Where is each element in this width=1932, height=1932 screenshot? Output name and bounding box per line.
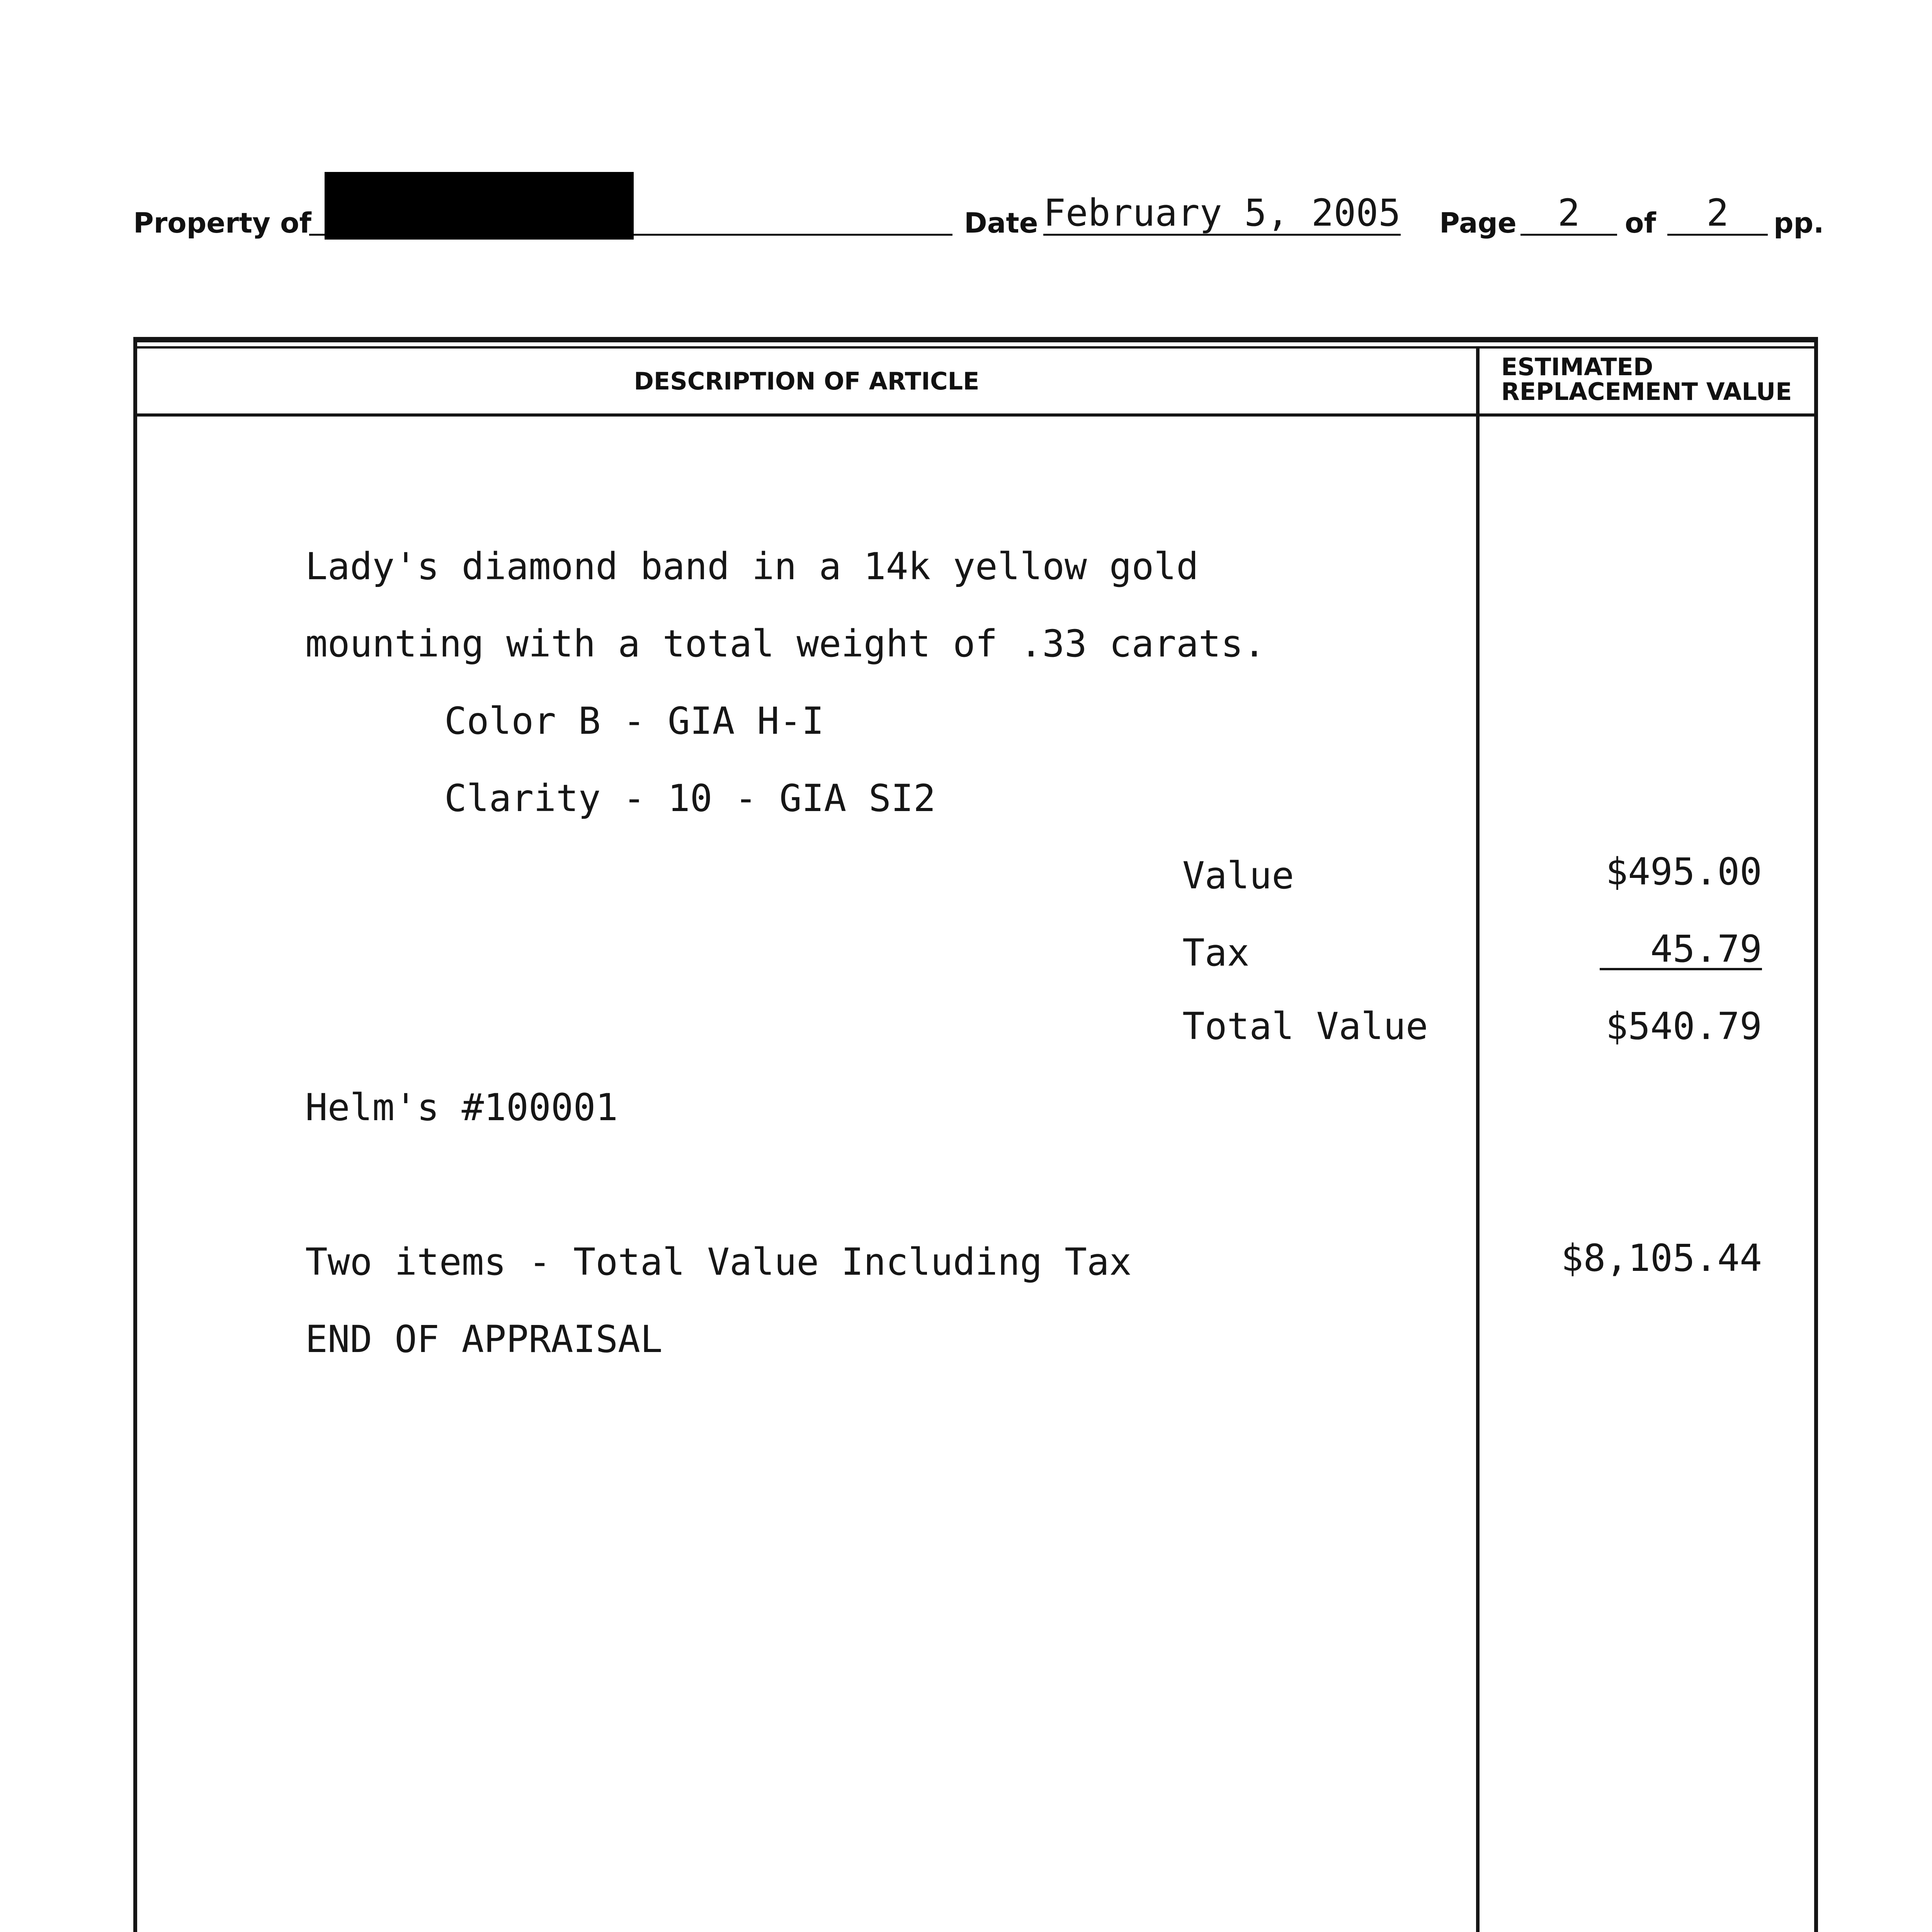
summary-label: Two items - Total Value Including Tax [305, 1240, 1132, 1284]
value-header [1501, 355, 1792, 404]
description-header: DESCRIPTION OF ARTICLE [634, 367, 980, 395]
page-number: 2 [1558, 191, 1580, 235]
table-header-separator [133, 413, 1818, 417]
item-color: Color B - GIA H-I [444, 699, 824, 743]
value-amount: $495.00 [1605, 850, 1762, 893]
tax-label: Tax [1182, 931, 1250, 975]
redaction-box [325, 172, 634, 240]
table-top-double-rule [133, 346, 1818, 349]
total-amount: $540.79 [1605, 1005, 1762, 1048]
pp-label: pp. [1774, 207, 1824, 239]
page-label: Page [1439, 207, 1517, 239]
item-reference: Helm's #100001 [305, 1086, 618, 1129]
end-of-appraisal: END OF APPRAISAL [305, 1318, 663, 1361]
page-total: 2 [1706, 191, 1729, 235]
item-line-1: Lady's diamond band in a 14k yellow gold [305, 545, 1199, 588]
tax-amount: 45.79 [1650, 927, 1762, 971]
item-clarity: Clarity - 10 - GIA SI2 [444, 777, 936, 820]
tax-underline [1600, 968, 1762, 970]
property-of-label: Property of [133, 207, 311, 239]
value-label: Value [1182, 854, 1294, 897]
summary-amount: $8,105.44 [1561, 1236, 1762, 1280]
date-label: Date [964, 207, 1038, 239]
table-column-separator [1476, 346, 1480, 1932]
item-line-2: mounting with a total weight of .33 carats. [305, 622, 1266, 665]
total-label: Total Value [1182, 1005, 1428, 1048]
value-header-line2: REPLACEMENT VALUE [1501, 378, 1792, 406]
of-label: of [1625, 207, 1656, 239]
value-header-line1: ESTIMATED [1501, 353, 1653, 381]
date-value: February 5, 2005 [1043, 191, 1401, 235]
